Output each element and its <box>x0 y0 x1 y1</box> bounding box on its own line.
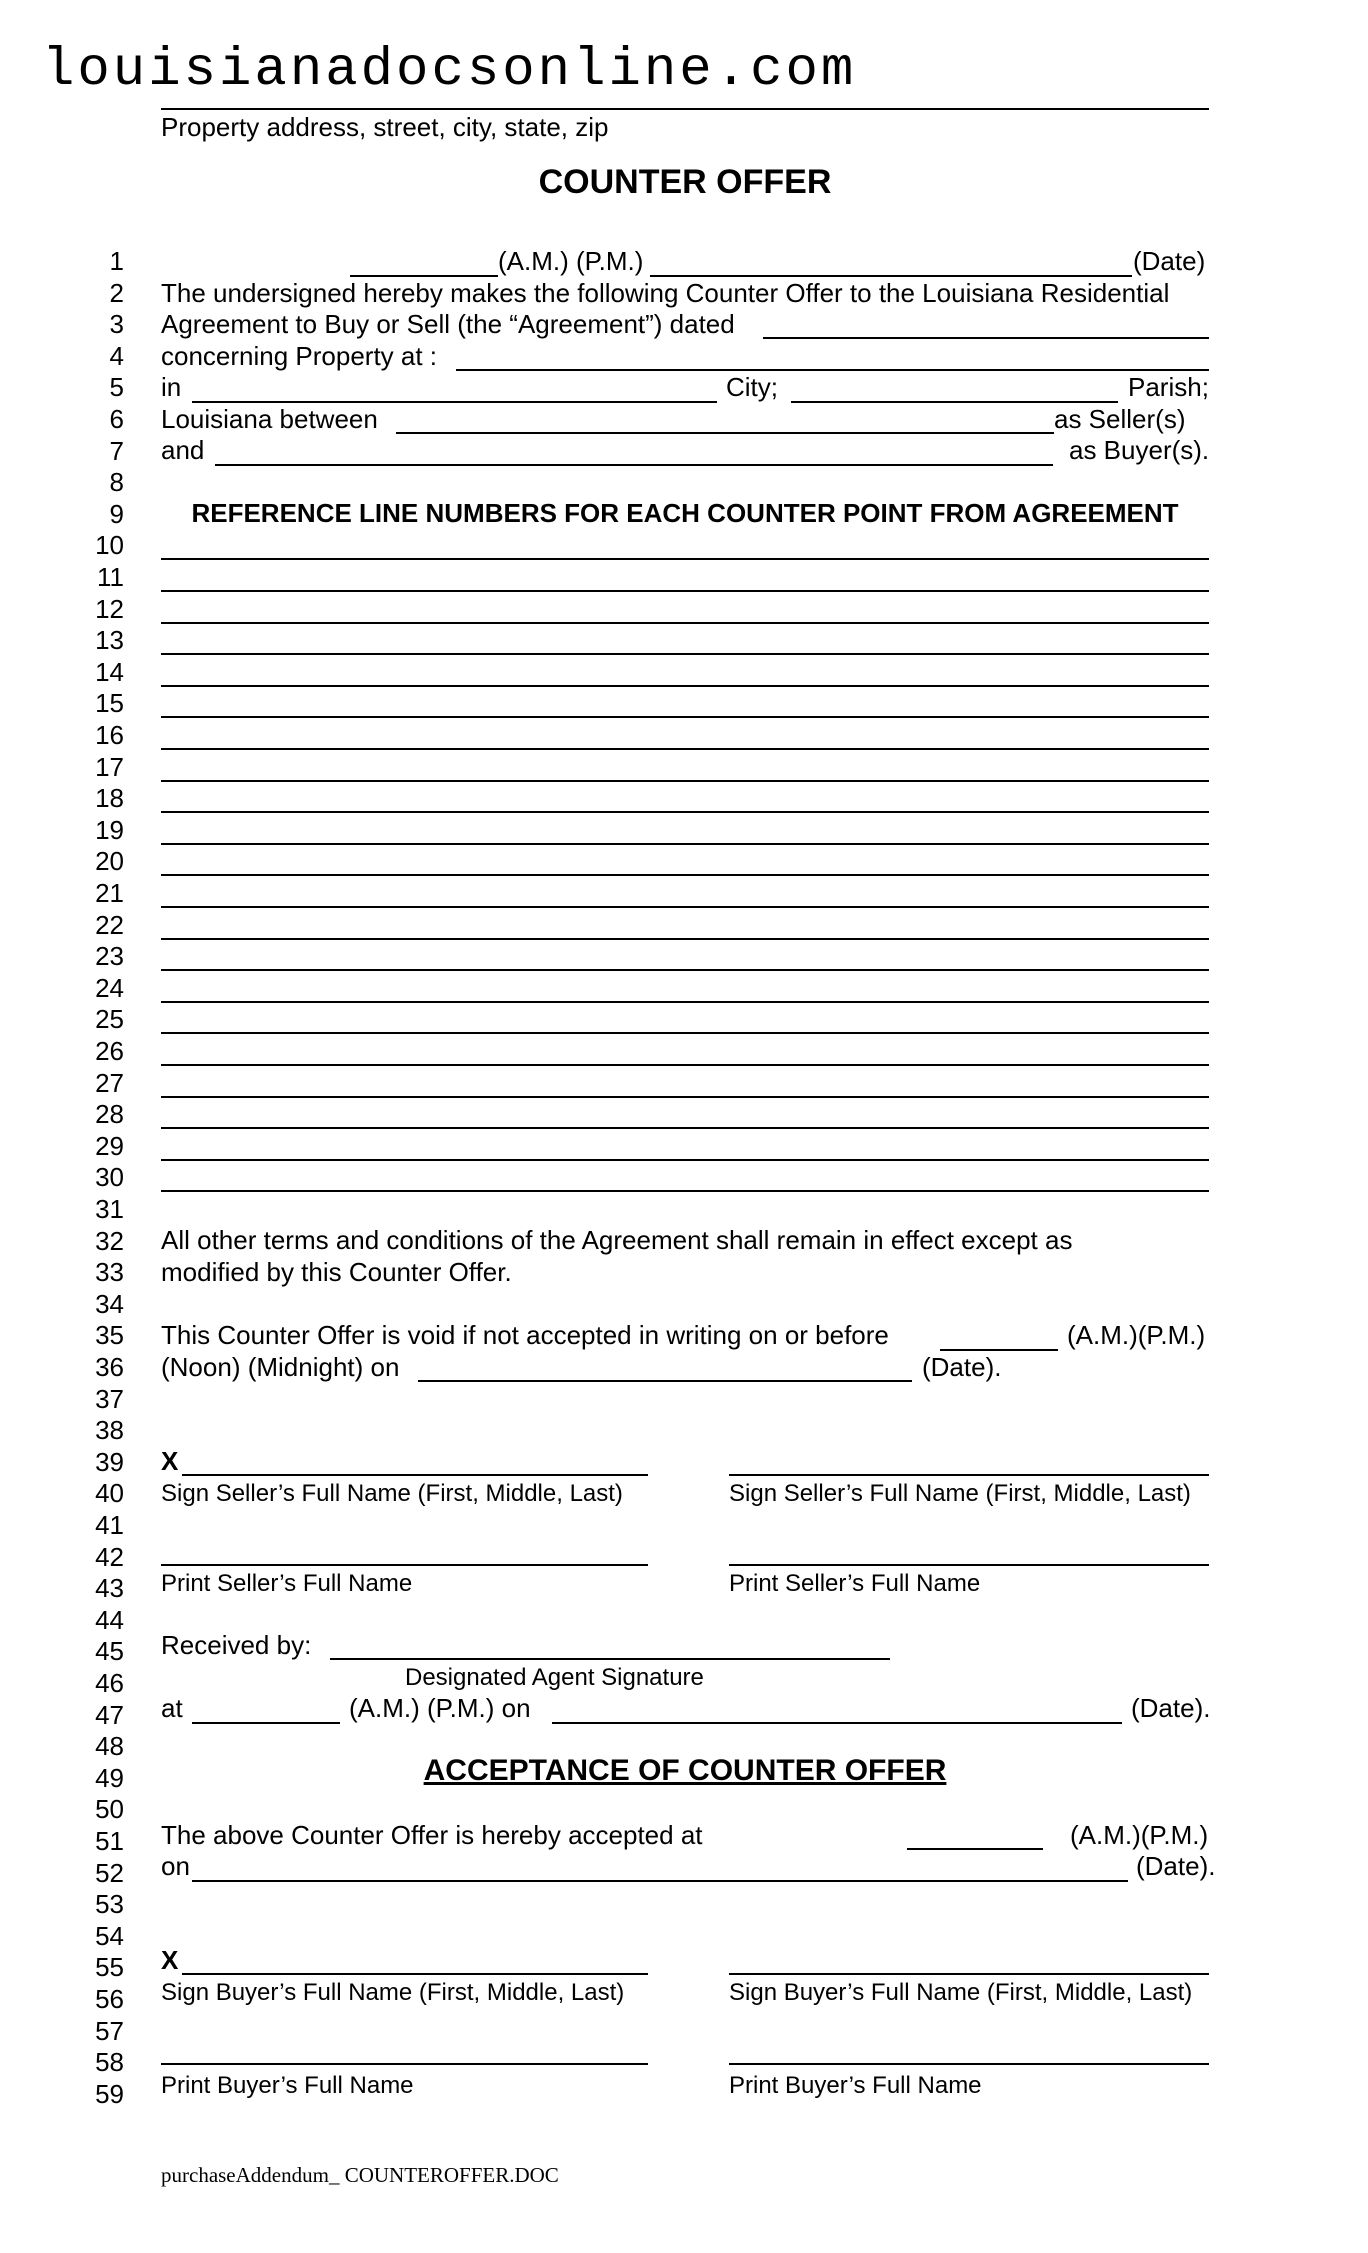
line-number: 26 <box>95 1036 124 1066</box>
counter-point-line[interactable] <box>161 874 1209 876</box>
line-number: 38 <box>95 1415 124 1446</box>
document-footer: purchaseAddendum_ COUNTEROFFER.DOC <box>161 2163 559 2187</box>
void-am-pm-label: (A.M.)(P.M.) <box>1067 1320 1206 1350</box>
received-date-label: (Date). <box>1131 1693 1211 1723</box>
counter-point-line[interactable] <box>161 843 1209 845</box>
line-number: 13 <box>95 625 124 656</box>
line-number: 51 <box>95 1826 124 1856</box>
line-number: 16 <box>95 720 124 750</box>
and-label: and <box>161 435 205 465</box>
counter-point-line[interactable] <box>161 938 1209 940</box>
line-number: 40 <box>95 1478 124 1509</box>
date-label: (Date) <box>1133 246 1206 276</box>
seller-names-field[interactable] <box>396 408 1054 434</box>
accept-date-field[interactable] <box>192 1856 1128 1882</box>
line-number: 53 <box>95 1889 124 1920</box>
property-at-label: concerning Property at : <box>161 341 438 371</box>
agreement-dated-label: Agreement to Buy or Sell (the “Agreement”) dated <box>161 309 735 339</box>
line-number: 3 <box>109 309 124 340</box>
line-number: 20 <box>95 846 124 877</box>
seller-print-label-left: Print Seller’s Full Name <box>161 1570 413 1597</box>
in-field[interactable] <box>192 377 717 403</box>
counter-point-line[interactable] <box>161 716 1209 718</box>
buyer-print-right[interactable] <box>729 2039 1209 2065</box>
line-number: 48 <box>95 1731 124 1762</box>
buyer-signature-right[interactable] <box>729 1949 1209 1975</box>
line-number: 37 <box>95 1383 124 1414</box>
line-number: 7 <box>109 435 124 466</box>
buyer-names-field[interactable] <box>215 440 1053 466</box>
line-number: 8 <box>109 467 124 498</box>
line-number: 55 <box>95 1952 124 1983</box>
line-number: 14 <box>95 656 124 687</box>
counter-point-line[interactable] <box>161 1159 1209 1161</box>
accept-am-pm-label: (A.M.)(P.M.) <box>1070 1820 1209 1850</box>
counter-point-line[interactable] <box>161 685 1209 687</box>
line-number: 50 <box>95 1794 124 1825</box>
seller-sign-label-right: Sign Seller’s Full Name (First, Middle, Last) <box>729 1480 1191 1507</box>
noon-midnight-label: (Noon) (Midnight) on <box>161 1352 400 1382</box>
counter-point-line[interactable] <box>161 1190 1209 1192</box>
property-field[interactable] <box>456 345 1209 371</box>
line-number: 30 <box>95 1162 124 1193</box>
line-number: 52 <box>95 1857 124 1888</box>
counter-point-line[interactable] <box>161 969 1209 971</box>
line-number: 32 <box>95 1225 124 1256</box>
line-number: 27 <box>95 1067 124 1098</box>
received-by-label: Received by: <box>161 1630 312 1660</box>
accept-time-field[interactable] <box>907 1824 1043 1850</box>
in-label: in <box>161 372 182 402</box>
seller-signature-left[interactable] <box>182 1450 648 1476</box>
counter-point-line[interactable] <box>161 558 1209 560</box>
line-number: 21 <box>95 878 124 908</box>
line-number: 23 <box>95 941 124 972</box>
line-number: 6 <box>109 404 124 434</box>
counter-point-line[interactable] <box>161 590 1209 592</box>
acceptance-heading: ACCEPTANCE OF COUNTER OFFER <box>423 1754 947 1787</box>
counter-point-line[interactable] <box>161 1001 1209 1003</box>
line-number: 56 <box>95 1984 124 2014</box>
buyer-sign-x: X <box>161 1945 179 1975</box>
line-number: 41 <box>95 1510 124 1540</box>
seller-role-label: as Seller(s) <box>1054 404 1186 434</box>
counter-point-line[interactable] <box>161 653 1209 655</box>
property-address-line[interactable] <box>161 108 1209 110</box>
seller-sign-x: X <box>161 1446 179 1476</box>
line-number: 18 <box>95 783 124 814</box>
line-number: 45 <box>95 1636 124 1667</box>
seller-print-right[interactable] <box>729 1540 1209 1566</box>
buyer-print-label-left: Print Buyer’s Full Name <box>161 2072 414 2099</box>
line-number: 17 <box>95 751 124 782</box>
line-number: 2 <box>109 277 124 308</box>
buyer-print-left[interactable] <box>161 2039 648 2065</box>
line-number: 36 <box>95 1352 124 1382</box>
counter-point-line[interactable] <box>161 748 1209 750</box>
void-date-field[interactable] <box>418 1356 912 1382</box>
line-number: 34 <box>95 1288 124 1319</box>
counter-point-line[interactable] <box>161 1032 1209 1034</box>
counter-point-line[interactable] <box>161 1064 1209 1066</box>
time-field[interactable] <box>350 251 498 277</box>
line-number: 5 <box>109 372 124 403</box>
property-address-label: Property address, street, city, state, zip <box>161 112 609 142</box>
line-number: 12 <box>95 593 124 624</box>
terms-text-line-1: All other terms and conditions of the Agreement shall remain in effect except as <box>161 1225 1073 1255</box>
line-number: 10 <box>95 530 124 561</box>
line-number: 9 <box>109 498 124 529</box>
void-text: This Counter Offer is void if not accepted in writing on or before <box>161 1320 889 1350</box>
between-label: Louisiana between <box>161 404 378 434</box>
parish-field[interactable] <box>791 377 1118 403</box>
buyer-print-label-right: Print Buyer’s Full Name <box>729 2072 982 2099</box>
line-number: 4 <box>109 340 124 371</box>
line-number: 39 <box>95 1446 124 1477</box>
buyer-sign-label-left: Sign Buyer’s Full Name (First, Middle, Last) <box>161 1979 625 2006</box>
line-number: 58 <box>95 2047 124 2078</box>
buyer-signature-left[interactable] <box>182 1949 648 1975</box>
counter-point-line[interactable] <box>161 906 1209 908</box>
date-field[interactable] <box>650 251 1132 277</box>
line-number: 15 <box>95 688 124 719</box>
buyer-sign-label-right: Sign Buyer’s Full Name (First, Middle, Last) <box>729 1979 1193 2006</box>
line-number: 47 <box>95 1699 124 1730</box>
void-date-label: (Date). <box>922 1352 1002 1382</box>
line-number: 44 <box>95 1604 124 1635</box>
counter-point-line[interactable] <box>161 780 1209 782</box>
buyer-role-label: as Buyer(s). <box>1069 435 1210 465</box>
line-number: 43 <box>95 1573 124 1604</box>
received-time-field[interactable] <box>192 1698 340 1724</box>
line-number: 31 <box>95 1194 124 1224</box>
line-number: 22 <box>95 909 124 940</box>
intro-text: The undersigned hereby makes the following Counter Offer to the Louisiana Residential <box>161 278 1170 308</box>
counter-point-line[interactable] <box>161 811 1209 813</box>
parish-label: Parish; <box>1128 372 1209 402</box>
line-number: 59 <box>95 2078 124 2109</box>
line-number: 29 <box>95 1130 124 1161</box>
line-number: 35 <box>95 1320 124 1351</box>
line-number: 49 <box>95 1762 124 1793</box>
received-am-pm-label: (A.M.) (P.M.) on <box>349 1693 531 1723</box>
agreement-date-field[interactable] <box>763 313 1209 339</box>
seller-print-label-right: Print Seller’s Full Name <box>729 1570 981 1597</box>
line-number: 57 <box>95 2015 124 2046</box>
line-number: 19 <box>95 814 124 845</box>
line-number: 54 <box>95 1920 124 1951</box>
line-number: 46 <box>95 1668 124 1698</box>
received-date-field[interactable] <box>552 1698 1122 1724</box>
accept-date-label: (Date). <box>1136 1851 1216 1881</box>
accept-text: The above Counter Offer is hereby accepted at <box>161 1820 703 1850</box>
reference-heading: REFERENCE LINE NUMBERS FOR EACH COUNTER POINT FROM AGREEMENT <box>191 498 1179 528</box>
page-title: COUNTER OFFER <box>538 163 832 201</box>
line-number: 42 <box>95 1541 124 1572</box>
line-number: 25 <box>95 1004 124 1035</box>
agent-signature-field[interactable] <box>330 1634 890 1660</box>
terms-text-line-2: modified by this Counter Offer. <box>161 1257 512 1287</box>
city-label: City; <box>726 372 778 402</box>
counter-point-line[interactable] <box>161 1127 1209 1129</box>
accept-on-label: on <box>161 1851 190 1881</box>
line-number: 11 <box>97 562 124 592</box>
line-number: 1 <box>109 246 124 276</box>
line-number: 28 <box>95 1099 124 1130</box>
line-number: 24 <box>95 972 124 1003</box>
am-pm-label: (A.M.) (P.M.) <box>498 246 644 276</box>
line-number: 33 <box>95 1257 124 1288</box>
agent-signature-label: Designated Agent Signature <box>405 1664 704 1691</box>
seller-sign-label-left: Sign Seller’s Full Name (First, Middle, Last) <box>161 1480 623 1507</box>
site-watermark: louisianadocsonline.com <box>42 40 857 101</box>
seller-print-left[interactable] <box>161 1540 648 1566</box>
received-at-label: at <box>161 1693 183 1723</box>
void-time-field[interactable] <box>940 1325 1058 1351</box>
counter-point-line[interactable] <box>161 1096 1209 1098</box>
counter-point-line[interactable] <box>161 622 1209 624</box>
seller-signature-right[interactable] <box>729 1450 1209 1476</box>
